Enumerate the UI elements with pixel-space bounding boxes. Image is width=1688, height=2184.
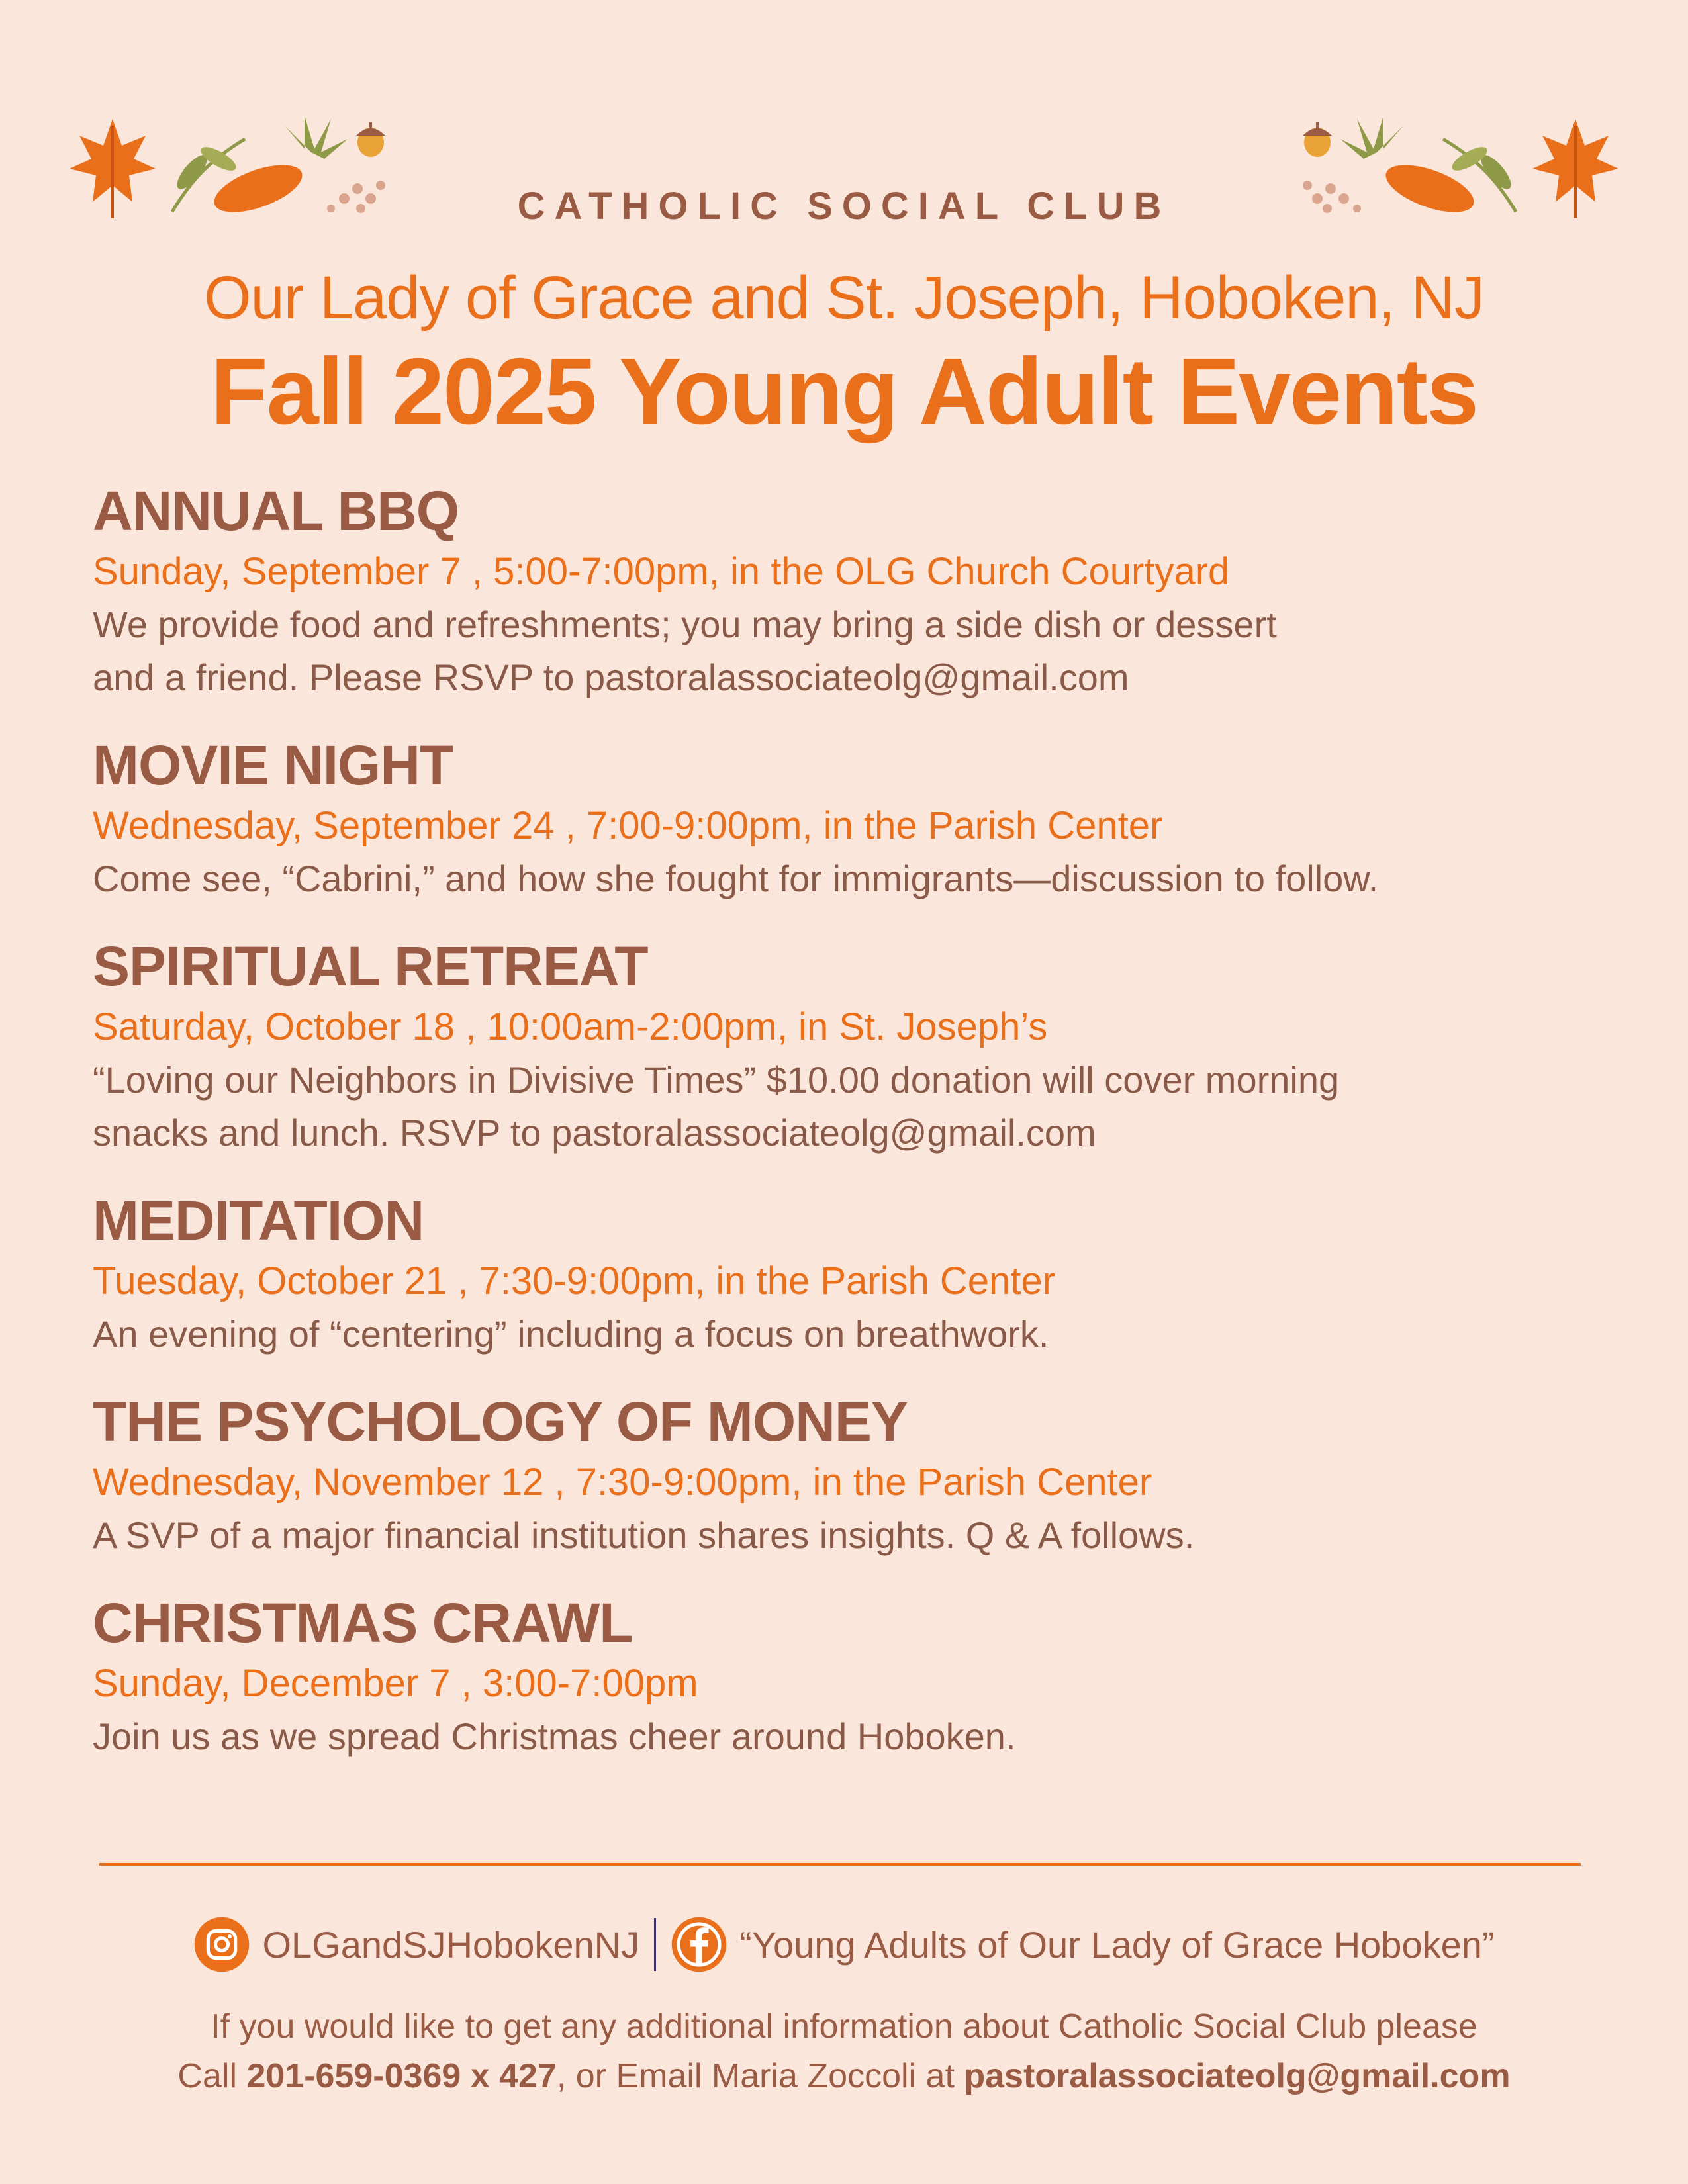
event-christmas-crawl — [93, 1588, 1615, 1763]
event-datetime: Tuesday, October 21 , 7:30-9:00pm, in the Parish Center — [93, 1259, 1055, 1302]
divider — [99, 1863, 1581, 1866]
page-title: Fall 2025 Young Adult Events — [210, 339, 1478, 444]
event-title: MEDITATION — [93, 1189, 424, 1251]
phone-number[interactable]: 201-659-0369 x 427 — [246, 2057, 557, 2095]
event-description: An evening of “centering” including a focus on breathwork. — [93, 1313, 1049, 1355]
contact-line-2 — [0, 2052, 1688, 2101]
acorn-icon — [356, 122, 385, 157]
event-datetime: Saturday, October 18 , 10:00am-2:00pm, in St. Joseph’s — [93, 1005, 1048, 1048]
event-title: SPIRITUAL RETREAT — [93, 935, 648, 997]
social-links — [0, 1916, 1688, 1973]
contact-line-1: If you would like to get any additional information about Catholic Social Club please — [211, 2007, 1477, 2046]
palm-leaf-icon — [1340, 116, 1403, 159]
event-title: ANNUAL BBQ — [93, 480, 459, 542]
instagram-handle-link[interactable]: OLGandSJHobokenNJ — [262, 1923, 640, 1966]
club-name: CATHOLIC SOCIAL CLUB — [517, 185, 1171, 228]
event-title: MOVIE NIGHT — [93, 734, 453, 796]
social-separator — [654, 1918, 656, 1971]
call-label: Call — [177, 2057, 247, 2095]
events-list — [93, 477, 1615, 1763]
event-spiritual-retreat — [93, 932, 1615, 1160]
event-datetime: Sunday, December 7 , 3:00-7:00pm — [93, 1662, 698, 1705]
facebook-icon[interactable] — [671, 1916, 727, 1973]
parish-name: Our Lady of Grace and St. Joseph, Hoboken, NJ — [203, 264, 1485, 332]
event-description: “Loving our Neighbors in Divisive Times” $10.00 donation will cover morning snacks and lunch. RSVP to pastoralassociateolg@gmail.com — [93, 1059, 1340, 1154]
instagram-icon[interactable] — [193, 1916, 250, 1973]
event-psychology-of-money — [93, 1387, 1615, 1562]
event-meditation — [93, 1186, 1615, 1361]
email-label: , or Email Maria Zoccoli at — [556, 2057, 964, 2095]
event-annual-bbq — [93, 477, 1615, 704]
facebook-group-link[interactable]: “Young Adults of Our Lady of Grace Hoboken” — [739, 1923, 1495, 1966]
event-description: We provide food and refreshments; you may bring a side dish or dessert and a friend. Please RSVP to pastoralassociateolg@gmail.com — [93, 604, 1277, 698]
contact-info — [0, 2002, 1688, 2101]
palm-leaf-icon — [285, 116, 348, 159]
event-description: A SVP of a major financial institution shares insights. Q & A follows. — [93, 1514, 1195, 1556]
event-datetime: Sunday, September 7 , 5:00-7:00pm, in the OLG Church Courtyard — [93, 550, 1230, 593]
email-link[interactable]: pastoralassociateolg@gmail.com — [964, 2057, 1511, 2095]
event-movie-night — [93, 731, 1615, 905]
event-description: Join us as we spread Christmas cheer around Hoboken. — [93, 1715, 1016, 1757]
event-datetime: Wednesday, September 24 , 7:00-9:00pm, in the Parish Center — [93, 804, 1163, 847]
event-title: CHRISTMAS CRAWL — [93, 1592, 633, 1654]
event-description: Come see, “Cabrini,” and how she fought for immigrants—discussion to follow. — [93, 858, 1379, 899]
acorn-icon — [1303, 122, 1332, 157]
event-datetime: Wednesday, November 12 , 7:30-9:00pm, in the Parish Center — [93, 1461, 1152, 1504]
event-title: THE PSYCHOLOGY OF MONEY — [93, 1390, 908, 1453]
